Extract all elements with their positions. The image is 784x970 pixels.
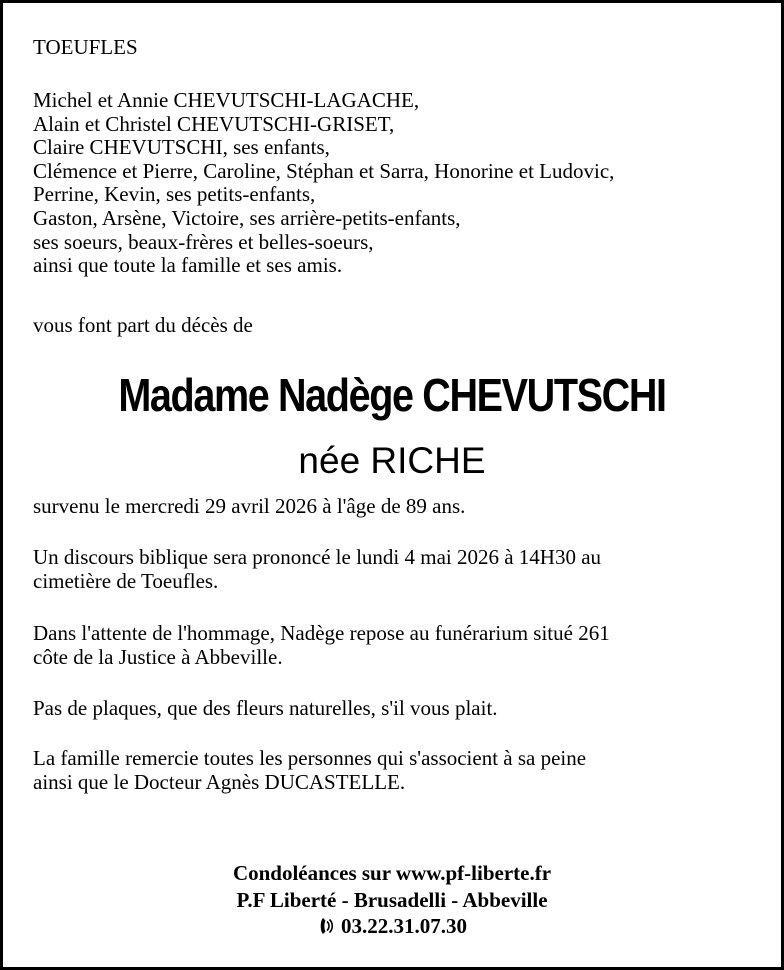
family-line: Michel et Annie CHEVUTSCHI-LAGACHE, [33,88,420,112]
company-name: P.F Liberté - Brusadelli - Abbeville [236,887,548,912]
family-line: ainsi que toute la famille et ses amis. [33,253,343,278]
announce-paragraph [33,314,750,338]
family-line: Gaston, Arsène, Victoire, ses arrière-petits-enfants, [33,205,461,230]
ceremony-paragraph [33,546,750,593]
maiden-name: née RICHE [298,440,486,481]
phone-icon [317,916,337,936]
phone-row [3,913,781,940]
funerarium-paragraph [33,622,750,669]
funeral-home-footer [3,860,781,940]
family-list [33,89,750,278]
condolences-link[interactable]: Condoléances sur www.pf-liberte.fr [232,861,552,885]
death-info-paragraph [33,495,750,519]
deceased-name: Madame Nadège CHEVUTSCHI [118,369,666,421]
family-line: Clémence et Pierre, Caroline, Stéphan et Sarra, Honorine et Ludovic, [33,158,615,183]
ceremony-line: cimetière de Toeufles. [33,568,219,593]
ceremony-line: Un discours biblique sera prononcé le lundi 4 mai 2026 à 14H30 au [33,545,602,569]
family-line: Perrine, Kevin, ses petits-enfants, [33,182,316,207]
thanks-line: La famille remercie toutes les personnes qui s'associent à sa peine [33,746,587,770]
phone-number[interactable]: 03.22.31.07.30 [341,914,467,938]
thanks-line: ainsi que le Docteur Agnès DUCASTELLE. [33,769,406,794]
family-line: Alain et Christel CHEVUTSCHI-GRISET, [33,111,395,136]
death-info-text: survenu le mercredi 29 avril 2026 à l'âge de 89 ans. [33,494,466,518]
funerarium-line: côte de la Justice à Abbeville. [33,644,283,669]
place-name: TOEUFLES [33,35,138,59]
announce-text: vous font part du décès de [33,313,253,337]
place-heading [33,36,750,60]
family-line: Claire CHEVUTSCHI, ses enfants, [33,135,330,160]
thanks-paragraph [33,747,750,794]
flowers-text: Pas de plaques, que des fleurs naturelles, s'il vous plait. [33,696,498,720]
funerarium-line: Dans l'attente de l'hommage, Nadège repose au funérarium situé 261 [33,621,610,645]
family-line: ses soeurs, beaux-frères et belles-soeurs, [33,229,374,254]
flowers-paragraph [33,697,750,721]
